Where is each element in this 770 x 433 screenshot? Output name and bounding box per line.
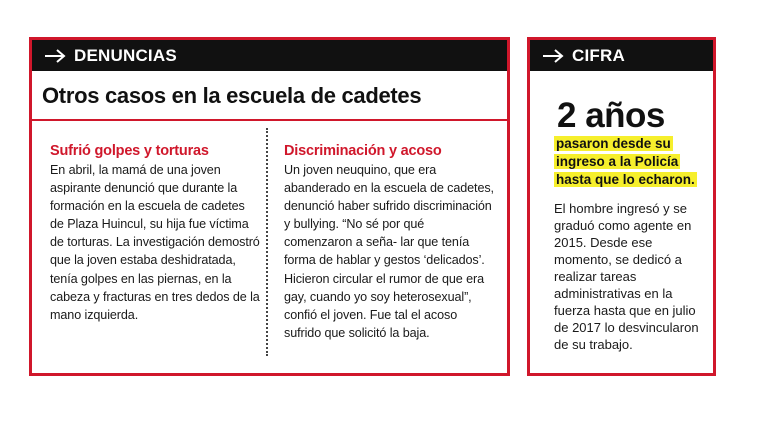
cifra-label: CIFRA xyxy=(572,45,625,65)
cifra-body: El hombre ingresó y se graduó como agente en 2015. Desde ese momento, se dedicó a realizar tareas administrativas en la fuerza hasta que en julio de 2017 lo desvincularon de su trabajo. xyxy=(554,201,699,352)
arrow-right-icon xyxy=(44,49,66,63)
section-title: Otros casos en la escuela de cadetes xyxy=(42,83,422,108)
title-divider xyxy=(32,119,507,121)
case-column-torturas xyxy=(50,143,260,324)
case-body: En abril, la mamá de una joven aspirante denunció que durante la formación en la escuela de cadetes de Plaza Huincul, su hija fue víctima de torturas. La investigación demostró que la joven estaba deshidratada, tenía golpes en las piernas, en la cabeza y fracturas en tres dedos de la mano izquierda. xyxy=(50,163,260,322)
highlighted-caption xyxy=(554,135,704,189)
highlight-text: pasaron desde su ingreso a la Policía hasta que lo echaron. xyxy=(556,136,695,187)
case-heading: Discriminación y acoso xyxy=(284,143,442,159)
case-body: Un joven neuquino, que era abanderado en la escuela de cadetes, denunció haber sufrido discriminación y bullying. “No sé por qué comenzaron a seña- lar que tenía forma de hablar y gestos ‘delicados’. Hicieron circular el rumor de que era gay, cuando yo soy heterosexual”, confió el joven. Fue tal el acoso sufrido que solicitó la baja. xyxy=(284,163,494,340)
arrow-right-icon xyxy=(542,49,564,63)
denuncias-header-bar xyxy=(32,40,507,71)
denuncias-box xyxy=(29,37,510,376)
case-column-acoso xyxy=(284,143,494,342)
cifra-header-bar xyxy=(530,40,713,71)
column-divider xyxy=(266,128,268,356)
case-heading: Sufrió golpes y torturas xyxy=(50,143,209,159)
denuncias-label: DENUNCIAS xyxy=(74,45,177,65)
cifra-box xyxy=(527,37,716,376)
key-figure: 2 años xyxy=(557,96,665,135)
